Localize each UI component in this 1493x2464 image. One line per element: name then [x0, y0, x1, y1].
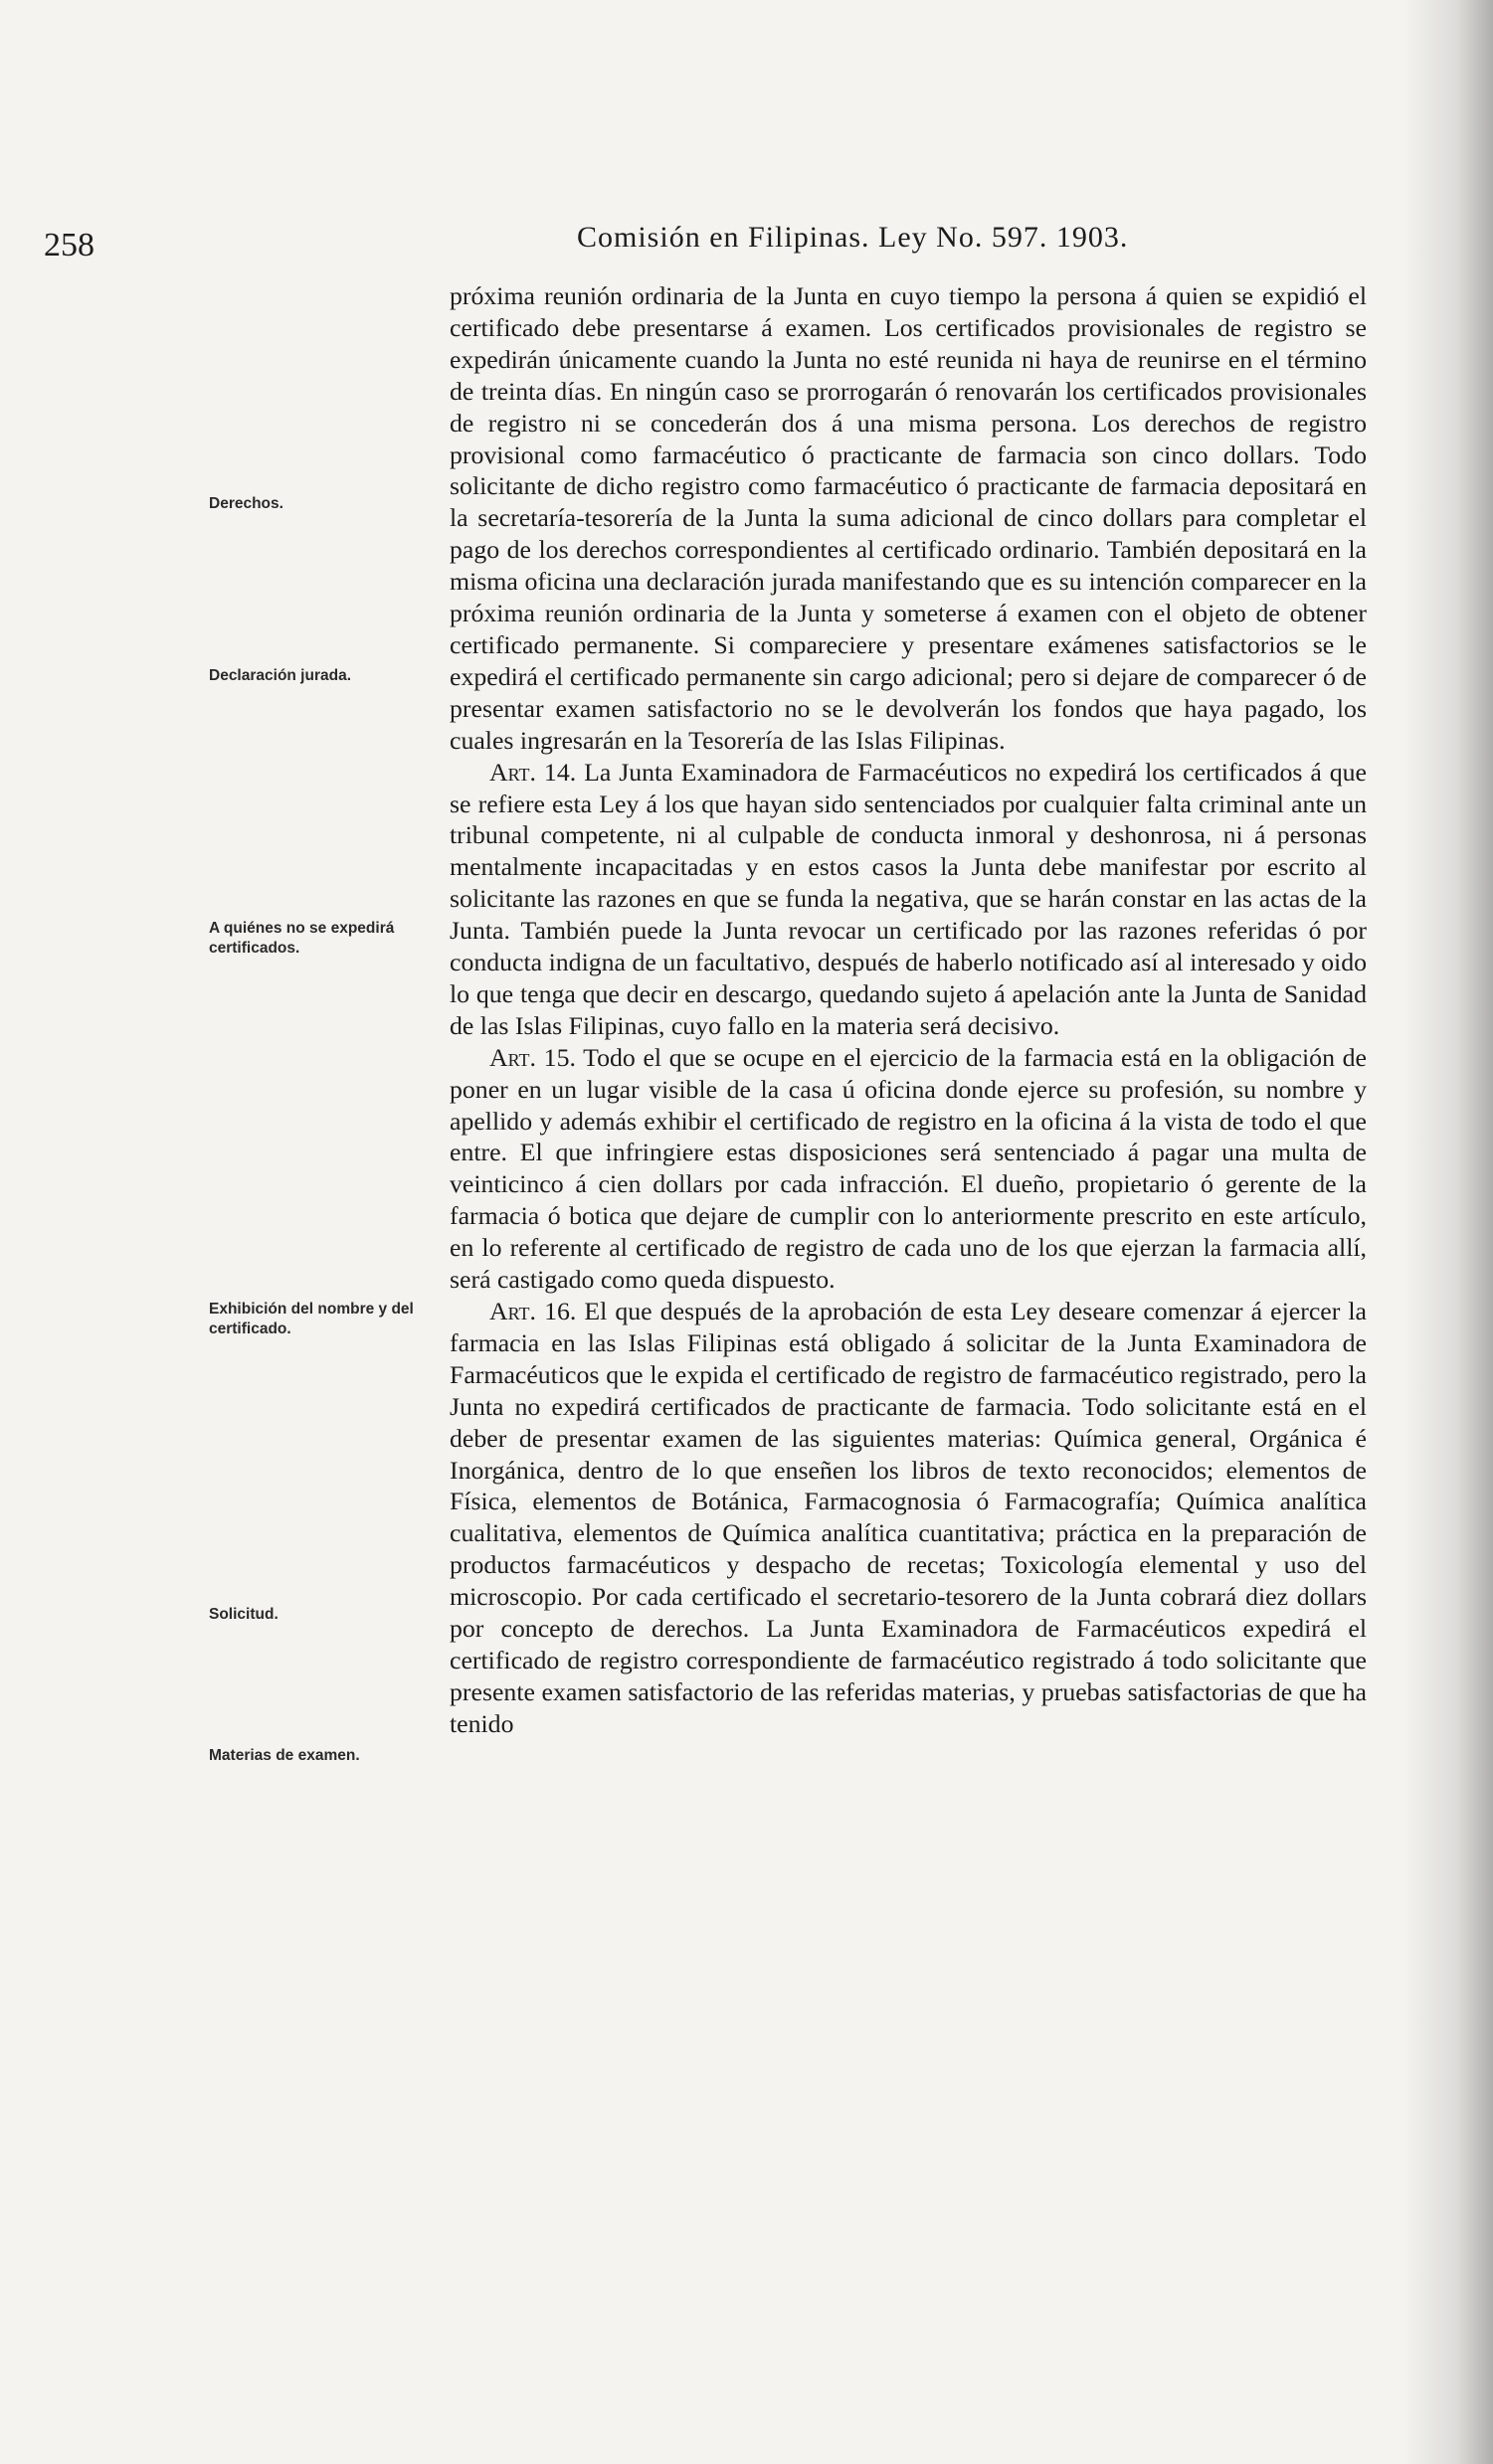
paragraph-continuation: [450, 280, 1367, 757]
article-label: Art. 16.: [489, 1297, 577, 1325]
margin-note-materias-de-examen: Materias de examen.: [209, 1747, 360, 1764]
paragraph-art-14: [450, 757, 1367, 1042]
paragraph-text: La Junta Examinadora de Farmacéuticos no expedirá los certificados á que se refiere esta Ley á los que hayan sido sentenciados por cualquier falta criminal ante un tribunal competente, ni al culpable de conducta inmoral y deshonrosa, ni á personas mentalmente incapacitadas y en estos casos la Junta debe manifestar por escrito al solicitante las razones en que se funda la negativa, que se harán constar en las actas de la Junta. También puede la Junta revocar un certificado por las razones referidas ó por conducta indigna de un facultativo, después de haberlo notificado así al interesado y oido lo que tenga que decir en descargo, quedando sujeto á apelación ante la Junta de Sanidad de las Islas Filipinas, cuyo fallo en la materia será decisivo.: [450, 757, 1367, 1040]
page-number: 258: [44, 227, 94, 264]
margin-note-a-quienes-no-se-expedira: A quiénes no se expedirá certificados.: [209, 920, 395, 957]
body-text: [450, 280, 1367, 2259]
margin-note-exhibicion-del-nombre: Exhibición del nombre y del certificado.: [209, 1301, 414, 1337]
margin-note-derechos: Derechos.: [209, 495, 283, 512]
paragraph-text: El que después de la aprobación de esta Ley deseare comenzar á ejercer la farmacia en las Islas Filipinas está obligado á solicitar de la Junta Examinadora de Farmacéuticos que le expida el certificado de registro de farmacéutico registrado, pero la Junta no expedirá certificados de practicante de farmacia. Todo solicitante está en el deber de presentar examen de las siguientes materias: Química general, Orgánica é Inorgánica, dentro de lo que enseñen los libros de texto reconocidos; elementos de Física, elementos de Botánica, Farmacognosia ó Farmacografía; Química analítica cualitativa, elementos de Química analítica cuantitativa; práctica en la preparación de productos farmacéuticos y despacho de recetas; Toxicología elemental y uso del microscopio. Por cada certificado el secretario-tesorero de la Junta cobrará diez dollars por concepto de derechos. La Junta Examinadora de Farmacéuticos expedirá el certificado de registro correspondiente de farmacéutico registrado á todo solicitante que presente examen satisfactorio de las referidas materias, y pruebas satisfactorias de que ha tenido: [450, 1297, 1367, 1738]
paragraph-art-16: [450, 1296, 1367, 1740]
article-label: Art. 14.: [489, 757, 577, 787]
margin-note-declaracion-jurada: Declaración jurada.: [209, 667, 352, 684]
paragraph-text: Todo el que se ocupe en el ejercicio de la farmacia está en la obligación de poner en un lugar visible de la casa ú oficina donde ejerce su profesión, su nombre y apellido y además exhibir el certificado de registro en la oficina á la vista de todo el que entre. El que infringiere estas disposiciones será sentenciado á pagar una multa de veinticinco á cien dollars por cada infracción. El dueño, propietario ó gerente de la farmacia ó botica que dejare de cumplir con lo anteriormente prescrito en este artículo, en lo referente al certificado de registro de cada uno de los que ejerzan la farmacia allí, será castigado como queda dispuesto.: [450, 1042, 1367, 1295]
article-label: Art. 15.: [489, 1042, 576, 1072]
running-head: Comisión en Filipinas. Ley No. 597. 1903.: [577, 221, 1129, 254]
paragraph-art-15: [450, 1042, 1367, 1296]
page-edge-shadow: [1403, 0, 1493, 2464]
paragraph-text: próxima reunión ordinaria de la Junta en cuyo tiempo la persona á quien se expidió el certificado debe presentarse á examen. Los certificados provisionales de registro se expedirán únicamente cuando la Junta no esté reunida ni haya de reunirse en el término de treinta días. En ningún caso se prorrogarán ó renovarán los certificados provisionales de registro ni se concederán dos á una misma persona. Los derechos de registro provisional como farmacéutico ó practicante de farmacia son cinco dollars. Todo solicitante de dicho registro como farmacéutico ó practicante de farmacia depositará en la secretaría-tesorería de la Junta la suma adicional de cinco dollars para completar el pago de los derechos correspondientes al certificado ordinario. También depositará en la misma oficina una declaración jurada manifestando que es su intención comparecer en la próxima reunión ordinaria de la Junta y someterse á examen con el objeto de obtener certificado permanente. Si compareciere y presentare exámenes satisfactorios se le expedirá el certificado permanente sin cargo adicional; pero si dejare de comparecer ó de presentar examen satisfactorio no se le devolverán los fondos que haya pagado, los cuales ingresarán en la Tesorería de las Islas Filipinas.: [450, 281, 1367, 755]
margin-note-solicitud: Solicitud.: [209, 1606, 279, 1623]
